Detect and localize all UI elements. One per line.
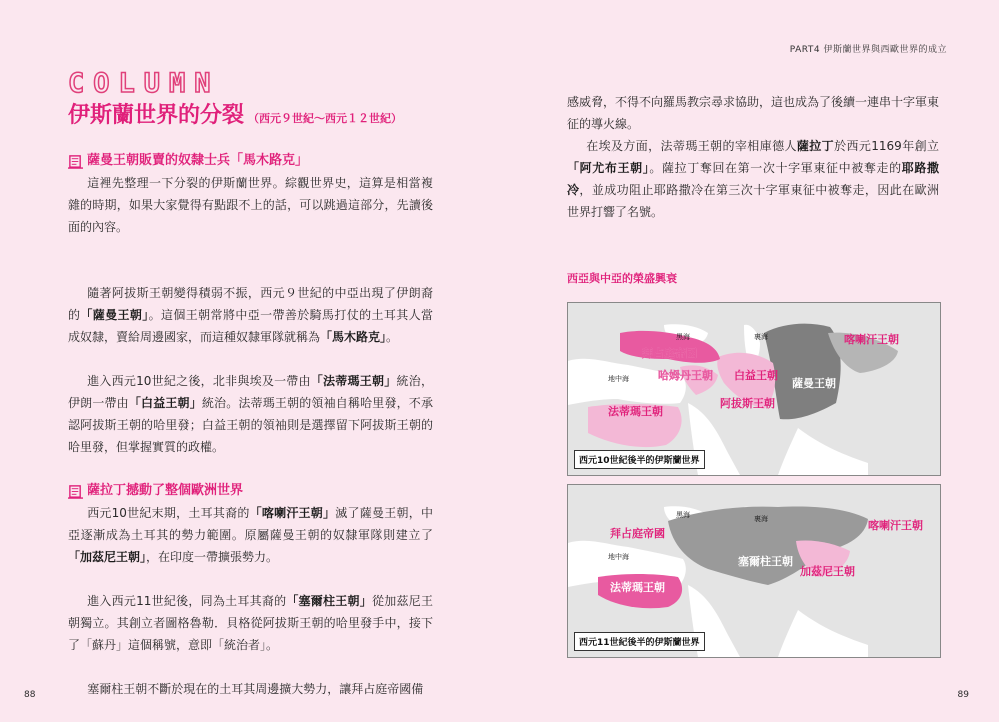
paragraph: 進入西元11世紀後，同為土耳其裔的「塞爾柱王朝」從加茲尼王朝獨立。其創立者圖格魯勒．貝格從阿拔斯王朝的哈里發手中，接下了「蘇丹」這個稱號，意即「統治者」。 [68, 594, 433, 652]
term-ghaznavid: 「加茲尼王朝」 [68, 550, 147, 564]
label-abbasid: 阿拔斯王朝 [720, 397, 775, 410]
label-byzantine: 拜占庭帝國 [610, 527, 665, 540]
label-caspian: 裏海 [754, 333, 768, 341]
label-samanid: 薩曼王朝 [792, 377, 836, 390]
map-caption: 西元11世紀後半的伊斯蘭世界 [574, 632, 705, 651]
paragraph: 這裡先整理一下分裂的伊斯蘭世界。綜觀世界史，這算是相當複雜的時期，如果大家覺得有點跟不上的話，可以跳過這部分，先讀後面的內容。 [68, 176, 433, 234]
map-11th-century [567, 484, 941, 658]
paragraph: 進入西元10世紀之後，北非與埃及一帶由「法蒂瑪王朝」統治，伊朗一帶由「白益王朝」統治。法蒂瑪王朝的領袖自稱哈里發，不承認阿拔斯王朝的哈里發；白益王朝的領袖則是選擇留下阿拔斯王朝的哈里發，但掌握實質的政權。 [68, 374, 433, 454]
map-section-title: 西亞與中亞的榮盛興衰 [567, 272, 677, 285]
running-header: PART4 伊斯蘭世界與西歐世界的成立 [789, 45, 947, 55]
label-seljuk: 塞爾柱王朝 [738, 555, 793, 568]
map-caption: 西元10世紀後半的伊斯蘭世界 [574, 450, 705, 469]
term-buyid: 「白益王朝」 [128, 396, 202, 410]
paragraph: 感威脅，不得不向羅馬教宗尋求協助，這也成為了後續一連串十字軍東征的導火線。 [567, 95, 940, 131]
page-number-right: 89 [957, 690, 969, 700]
label-fatimid: 法蒂瑪王朝 [610, 581, 665, 594]
paragraph: 西元10世紀末期，土耳其裔的「喀喇汗王朝」滅了薩曼王朝，中亞逐漸成為土耳其的勢力範圍。原屬薩曼王朝的奴隸軍隊則建立了「加茲尼王朝」，在印度一帶擴張勢力。 [68, 506, 433, 564]
label-buyid: 白益王朝 [734, 369, 778, 382]
page-title [68, 98, 402, 129]
label-black-sea: 黑海 [676, 511, 690, 519]
right-column [567, 91, 939, 223]
section-heading-2 [68, 480, 433, 502]
label-hamdanid: 哈姆丹王朝 [658, 369, 713, 382]
label-caspian: 裏海 [754, 515, 768, 523]
term-karakhanid: 「喀喇汗王朝」 [249, 506, 336, 520]
label-mediterranean: 地中海 [608, 375, 629, 383]
label-black-sea: 黑海 [676, 333, 690, 341]
section-heading-1-text: 薩曼王朝販賣的奴隸士兵「馬木路克」 [87, 153, 309, 168]
term-saladin: 薩拉丁 [796, 139, 835, 153]
section-heading-1 [68, 150, 433, 172]
title-sub: （西元９世紀～西元１２世紀） [248, 112, 403, 125]
section-heading-2-text: 薩拉丁撼動了整個歐洲世界 [87, 483, 244, 498]
notebook-icon [68, 154, 83, 169]
column-label: COLUMN [68, 68, 220, 99]
page-number-left: 88 [24, 690, 36, 700]
term-samanid: 「薩曼王朝」 [80, 308, 149, 322]
left-column [68, 150, 433, 700]
term-ayyubid: 「阿尤布王朝」 [567, 161, 650, 175]
term-fatimid: 「法蒂瑪王朝」 [310, 374, 397, 388]
label-karakhanid: 喀喇汗王朝 [844, 333, 899, 346]
term-jerusalem: 耶路撒冷 [567, 161, 939, 197]
title-main: 伊斯蘭世界的分裂 [68, 103, 245, 128]
label-mediterranean: 地中海 [608, 553, 629, 561]
label-fatimid: 法蒂瑪王朝 [608, 405, 663, 418]
term-seljuk: 「塞爾柱王朝」 [286, 594, 372, 608]
paragraph: 在埃及方面，法蒂瑪王朝的宰相庫德人薩拉丁於西元1169年創立「阿尤布王朝」。薩拉丁奪回在第一次十字軍東征中被奪走的耶路撒冷，並成功阻止耶路撒冷在第三次十字軍東征中被奪走，因此在歐洲世界打響了名號。 [567, 139, 939, 219]
label-byzantine: 拜占庭帝國 [642, 347, 697, 360]
label-ghaznavid: 加茲尼王朝 [800, 565, 855, 578]
term-mamluk: 「馬木路克」 [320, 330, 387, 344]
label-karakhanid: 喀喇汗王朝 [868, 519, 923, 532]
paragraph: 隨著阿拔斯王朝變得積弱不振，西元９世紀的中亞出現了伊朗裔的「薩曼王朝」。這個王朝常將中亞一帶善於騎馬打仗的土耳其人當成奴隸，賣給周邊國家，而這種奴隸軍隊就稱為「馬木路克」。 [68, 286, 433, 344]
notebook-icon [68, 484, 83, 499]
map-10th-century [567, 302, 941, 476]
paragraph: 塞爾柱王朝不斷於現在的土耳其周邊擴大勢力，讓拜占庭帝國備 [87, 682, 424, 696]
